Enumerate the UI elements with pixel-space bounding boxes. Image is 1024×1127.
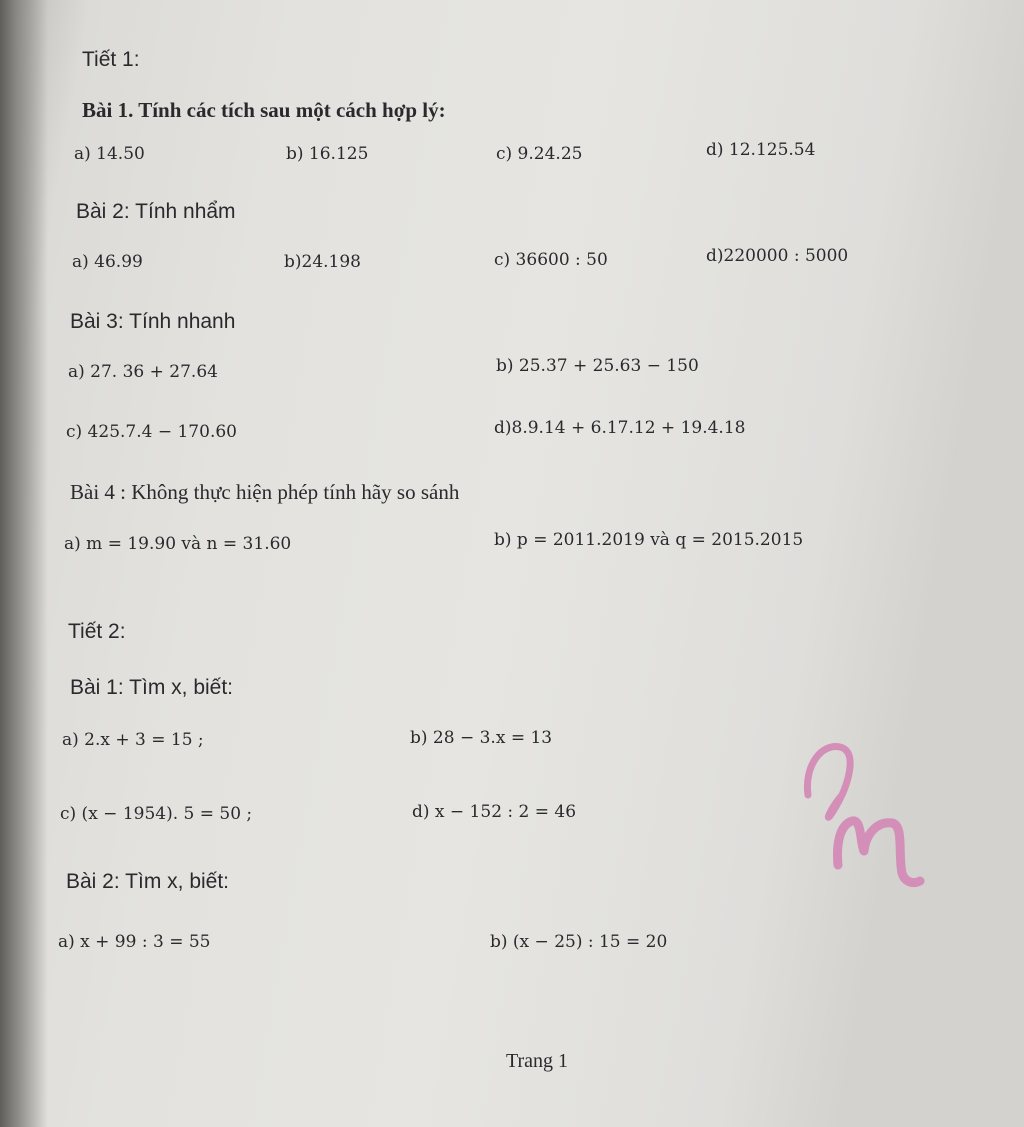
tiet1-bai4-title: Bài 4 : Không thực hiện phép tính hãy so sánh [70,480,460,504]
tiet1-bai2-title: Bài 2: Tính nhẩm [76,200,236,223]
tiet2-bai1-item-c: c) (x − 1954). 5 = 50 ; [60,804,253,824]
tiet2-bai1-item-d: d) x − 152 : 2 = 46 [412,802,577,822]
tiet1-bai3-item-d: d)8.9.14 + 6.17.12 + 19.4.18 [494,418,746,438]
tiet1-bai2-item-d: d)220000 : 5000 [706,246,849,266]
tiet2-bai2-item-b: b) (x − 25) : 15 = 20 [490,932,668,952]
tiet2-bai2-item-a: a) x + 99 : 3 = 55 [58,932,211,952]
page-edge-shadow [0,0,48,1127]
tiet1-bai3-item-c: c) 425.7.4 − 170.60 [66,422,237,442]
tiet1-bai1-item-c: c) 9.24.25 [496,144,583,164]
tiet1-bai4-item-a: a) m = 19.90 và n = 31.60 [64,534,292,554]
tiet2-bai1-item-b: b) 28 − 3.x = 13 [410,728,553,748]
pink-pen-scribble [780,725,940,905]
tiet1-bai2-item-a: a) 46.99 [72,252,143,272]
tiet2-bai1-item-a: a) 2.x + 3 = 15 ; [62,730,204,750]
tiet1-bai3-item-b: b) 25.37 + 25.63 − 150 [496,356,699,376]
tiet1-bai3-item-a: a) 27. 36 + 27.64 [68,362,218,382]
tiet2-heading: Tiết 2: [68,620,126,643]
tiet1-bai1-title: Bài 1. Tính các tích sau một cách hợp lý: [82,98,446,122]
tiet1-bai1-item-d: d) 12.125.54 [706,140,816,160]
tiet1-bai1-item-b: b) 16.125 [286,144,369,164]
tiet2-bai2-title: Bài 2: Tìm x, biết: [66,870,230,893]
tiet1-bai1-item-a: a) 14.50 [74,144,145,164]
tiet1-bai2-item-c: c) 36600 : 50 [494,250,608,270]
page-number: Trang 1 [506,1050,569,1072]
tiet2-bai1-title: Bài 1: Tìm x, biết: [70,676,234,699]
tiet1-heading: Tiết 1: [82,48,140,71]
tiet1-bai3-title: Bài 3: Tính nhanh [70,310,236,333]
tiet1-bai2-item-b: b)24.198 [284,252,361,272]
tiet1-bai4-item-b: b) p = 2011.2019 và q = 2015.2015 [494,530,804,550]
